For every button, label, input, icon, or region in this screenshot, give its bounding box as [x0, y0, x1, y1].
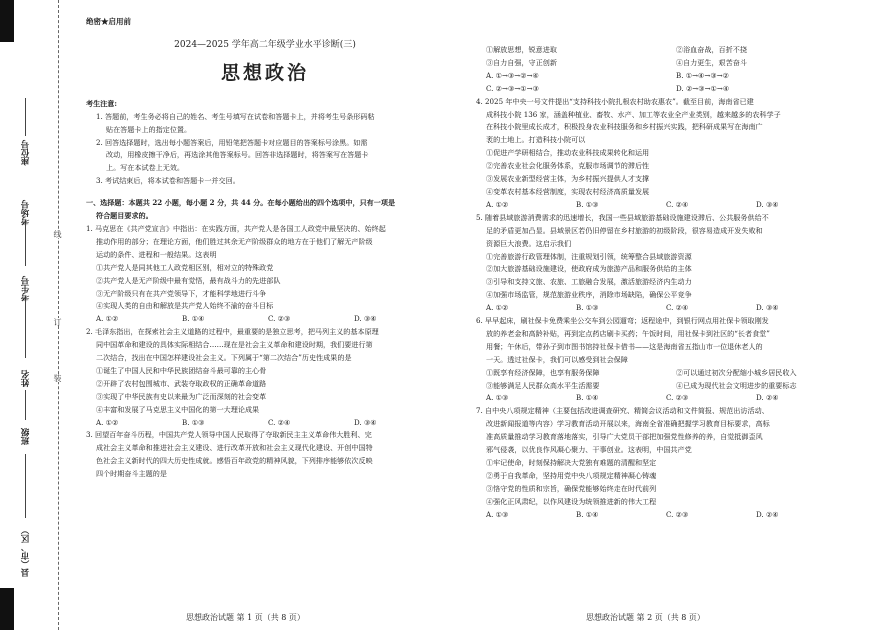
room-number-line [25, 224, 26, 266]
option-d[interactable]: D. ③④ [756, 199, 779, 209]
question-7-stem: 准高质量推动学习教育落地落实，引导广大党员干部把加强党性修养的养，自觉抵御歪风 [486, 432, 763, 442]
question-3-items [476, 44, 848, 57]
question-6-item: ①既享有经济保障，也享有服务保障 [486, 367, 600, 377]
question-6-items [476, 367, 848, 380]
question-2-stem: 二次结合，找出在中国怎样建设社会主义。下列属于“第二次结合”历史性成果的是 [96, 353, 352, 363]
room-number-label: 考场号 [21, 200, 31, 226]
question-4-item: ②完善农业社会化服务体系，克服市场调节的滞后性 [486, 161, 650, 171]
option-c[interactable]: C. ②→③→①→③ [486, 83, 539, 93]
option-d[interactable]: D. ③④ [354, 314, 377, 324]
notice-line: 2. 回答选择题时，选出每小题答案后，用铅笔把答题卡对应题目的答案标号涂黑。如需 [96, 137, 368, 147]
question-3-item: ②浴血奋战，百折不挠 [676, 45, 747, 54]
question-3-items [476, 57, 848, 70]
question-5-stem: 5. 随着县域旅游消费需求的迅速增长，我国一些县域旅游基础设施建设滞后、公共服务供给不 [476, 212, 769, 222]
question-1-item: ④实现人类的自由和解放是共产党人始终不渝的奋斗目标 [96, 301, 274, 311]
option-a[interactable]: A. ①② [96, 417, 119, 427]
option-d[interactable]: D. ②→③→①→④ [676, 83, 730, 93]
question-2-stem: 同中国革命和建设的具体实际相结合……现在是社会主义革命和建设时期，我们要进行第 [96, 340, 373, 350]
question-3-stem: 色社会主义新时代的四大历史性成就。感悟百年政党的精神风貌，下列排序能够依次反映 [96, 456, 373, 466]
question-1-stem: 运动的条件、进程和一般结果。这表明 [96, 249, 217, 259]
notice-line: 上。写在本试卷上无效。 [106, 163, 185, 173]
question-3-stem: 四个时期奋斗主题的是 [96, 469, 167, 479]
question-6-item: ②可以通过初次分配缩小城乡居民收入 [676, 367, 797, 377]
student-number-line [25, 300, 26, 358]
question-4-options [476, 199, 848, 212]
secret-label: 绝密★启用前 [86, 17, 131, 26]
option-a[interactable]: A. ①→③→②→④ [486, 70, 539, 80]
section-heading-cont: 符合题目要求的。 [96, 211, 153, 221]
page-footer-right: 思想政治试题 第 2 页（共 8 页） [586, 613, 705, 622]
question-2-item: ③实现了中华民族有史以来最为广泛而深刻的社会变革 [96, 391, 267, 401]
question-6-item: ④已成为现代社会文明进步的重要标志 [676, 380, 797, 390]
question-4-stem: 4. 2025 年中央一号文件提出“支持科技小院扎根农村助农惠农”。截至目前，海南省已建 [476, 96, 754, 106]
option-b[interactable]: B. ①③ [576, 303, 599, 313]
question-6-stem: 6. 早早起床，刷社保卡免费乘坐公交车到公园遛弯；返程途中，到银行网点用社保卡领取刚发 [476, 316, 769, 326]
question-1-stem: 1. 马克思在《共产党宣言》中指出：在实践方面，共产党人是各国工人政党中最坚决的、始终起 [86, 223, 386, 233]
question-5-item: ①完善旅游行政管理体制，注重规划引领，统筹整合县域旅游资源 [486, 251, 692, 261]
seat-number-line [25, 98, 26, 136]
option-d[interactable]: D. ②④ [756, 509, 779, 519]
option-d[interactable]: D. ②④ [756, 393, 779, 403]
question-5-stem: 足的矛盾更加凸显。县域景区若仍旧停留在乡村旅游的初级阶段，很容易造成开发失败和 [486, 225, 763, 235]
question-1-stem: 推动作用的部分；在理论方面，他们胜过其余无产阶级群众的地方在于他们了解无产阶级 [96, 236, 373, 246]
name-label: 姓名 [21, 370, 31, 387]
binding-bar-top [0, 0, 14, 42]
question-7-item: ①牢记使命，时刻保持解决大党独有难题的清醒和坚定 [486, 458, 657, 467]
option-a[interactable]: A. ①③ [486, 509, 509, 519]
question-6-stem: 放的养老金和高龄补贴，再到定点药店刷卡买药；午饭时间，用社保卡到社区的“长者食堂” [486, 328, 770, 338]
question-7-options [476, 509, 848, 522]
binding-dash-line [58, 0, 59, 630]
notice-title: 考生注意: [86, 98, 117, 108]
question-3-item: ④自力更生，艰苦奋斗 [676, 57, 747, 67]
seat-number-label: 座位号 [21, 140, 31, 166]
notice-line: 贴在答题卡上的指定位置。 [106, 124, 192, 134]
question-5-options [476, 302, 848, 315]
question-3-item: ①解放思想，锐意进取 [486, 45, 557, 54]
option-a[interactable]: A. ①② [486, 303, 509, 313]
option-c[interactable]: C. ②③ [268, 314, 291, 324]
class-line [25, 454, 26, 518]
question-4-stem: 袤的土地上。打造科技小院可以 [486, 135, 586, 145]
option-b[interactable]: B. ①④ [182, 314, 205, 324]
question-7-item: ④强化正风肃纪，以作风建设为统领推进新的伟大工程 [486, 496, 657, 506]
binding-strip [0, 0, 66, 630]
option-c[interactable]: C. ②④ [268, 417, 291, 427]
question-5-stem: 资源巨大浪费。这启示我们 [486, 238, 572, 248]
cut-mark-bind: 订 [53, 318, 62, 326]
option-b[interactable]: B. ①④ [576, 393, 599, 403]
question-7-stem: 邪气侵袭，以优良作风凝心聚力、干事创业。这表明，中国共产党 [486, 445, 692, 455]
question-1-item: ③无产阶级只有在共产党领导下，才能科学地进行斗争 [96, 288, 267, 298]
question-2-options [86, 417, 444, 430]
question-5-item: ③引导和支持文旅、农旅、工旅融合发展，激活旅游经济内生动力 [486, 277, 692, 287]
question-4-item: ④变革农村基本经营制度，实现农村经济高质量发展 [486, 186, 650, 196]
question-3-stem: 成社会主义革命和推进社会主义建设、进行改革开放和社会主义现代化建设、开创中国特 [96, 443, 373, 453]
question-2-stem: 2. 毛泽东指出，在探索社会主义道路的过程中，最重要的是独立思考，把马列主义的基本原理 [86, 327, 379, 337]
question-1-options [86, 313, 444, 326]
name-line [25, 390, 26, 420]
question-4-stem: 在科技小院里成长成才，积极投身农业科技服务和乡村振兴实践，把科研成果写在海南广 [486, 122, 763, 132]
option-b[interactable]: B. ①③ [182, 417, 205, 427]
question-4-stem: 成科技小院 136 家，涵盖种植业、畜牧、水产、加工等农业全产业类别，越来越多的农科学子 [486, 109, 781, 119]
option-a[interactable]: A. ①② [96, 314, 119, 324]
question-3-item: ③自力自强，守正创新 [486, 57, 557, 67]
right-column [476, 44, 848, 522]
question-6-stem: 用餐；午休后，带孙子到市图书馆持社保卡借书——这是海南省五指山市一位退休老人的 [486, 341, 763, 351]
question-2-item: ①诞生了中国人民和中华民族团结奋斗最可靠的主心骨 [96, 365, 267, 375]
question-5-item: ②加大旅游基础设施建设，使政府成为旅游产品和服务供给的主体 [486, 264, 692, 274]
option-b[interactable]: B. ①④ [576, 509, 599, 519]
option-b[interactable]: B. ①③ [576, 199, 599, 209]
question-2-item: ②开辟了农村包围城市、武装夺取政权的正确革命道路 [96, 378, 267, 388]
question-4-item: ①促进产学研相结合，推动农业科技成果转化和运用 [486, 148, 650, 158]
question-6-items [476, 380, 848, 393]
section-heading: 一、选择题：本题共 22 小题，每小题 2 分，共 44 分。在每小题给出的四个选项中，只有一项是 [86, 198, 396, 208]
option-a[interactable]: A. ①② [486, 199, 509, 209]
question-4-item: ③发展农业新型经营主体，为乡村振兴提供人才支撑 [486, 174, 650, 184]
page-footer-left: 思想政治试题 第 1 页（共 8 页） [186, 613, 305, 622]
question-5-item: ④加强市场监管，规范旅游业秩序，消除市场缺陷，确保公平竞争 [486, 290, 692, 300]
question-1-item: ②共产党人是无产阶级中最有觉悟，最有战斗力的先进部队 [96, 275, 281, 285]
subject-title: 思想政治 [220, 61, 309, 84]
question-7-item: ③恪守党的性质和宗旨，确保党能够始终走在时代前列 [486, 483, 657, 493]
question-7-stem: 7. 自中央八项规定精神（主要包括改进调查研究、精简会议活动和文件简报、规范出访活动、 [476, 406, 769, 416]
question-3-options [476, 70, 848, 83]
option-c[interactable]: C. ②③ [666, 509, 689, 519]
student-number-label: 考生号 [21, 276, 31, 302]
binding-bar-bottom [0, 588, 14, 630]
class-label: 班级 [21, 428, 31, 445]
question-6-options [476, 392, 848, 405]
question-6-item: ③能够满足人民群众高水平生活需要 [486, 380, 600, 390]
question-7-item: ②勇于自我革命，坚持用党中央八项规定精神凝心铸魂 [486, 470, 657, 480]
notice-line: 1. 答题前，考生务必将自己的姓名、考生号填写在试卷和答题卡上，并将考生号条形码粘 [96, 111, 375, 121]
option-c[interactable]: C. ②③ [666, 393, 689, 403]
option-c[interactable]: C. ②④ [666, 303, 689, 313]
county-label: 县（市、区） [21, 526, 31, 577]
left-column [86, 16, 444, 481]
question-3-options [476, 83, 848, 96]
cut-mark-pack: 装 [53, 374, 62, 382]
question-3-stem: 3. 回望百年奋斗历程，中国共产党人领导中国人民取得了夺取新民主主义革命伟大胜利、完 [86, 430, 372, 440]
question-2-item: ④丰富和发展了马克思主义中国化的第一大理论成果 [96, 404, 260, 414]
option-c[interactable]: C. ②④ [666, 199, 689, 209]
question-7-stem: 改进新闻报道等内容）学习教育活动开展以来，海南全省准确把握学习教育目标要求，高标 [486, 419, 770, 429]
option-a[interactable]: A. ①③ [486, 393, 509, 403]
question-6-stem: 一天。透过社保卡，我们可以感受到社会保障 [486, 354, 628, 364]
notice-line: 3. 考试结束后，将本试卷和答题卡一并交回。 [96, 176, 240, 186]
option-d[interactable]: D. ③④ [354, 417, 377, 427]
question-1-item: ①共产党人是同其他工人政党相区别，相对立的特殊政党 [96, 262, 274, 272]
option-b[interactable]: B. ①→④→③→② [676, 70, 729, 80]
option-d[interactable]: D. ③④ [756, 303, 779, 313]
notice-line: 改动，用橡皮擦干净后，再选涂其他答案标号。回答非选择题时，将答案写在答题卡 [106, 150, 369, 160]
cut-mark-line: 线 [53, 230, 62, 238]
exam-title: 2024—2025 学年高二年级学业水平诊断(三) [174, 39, 356, 50]
